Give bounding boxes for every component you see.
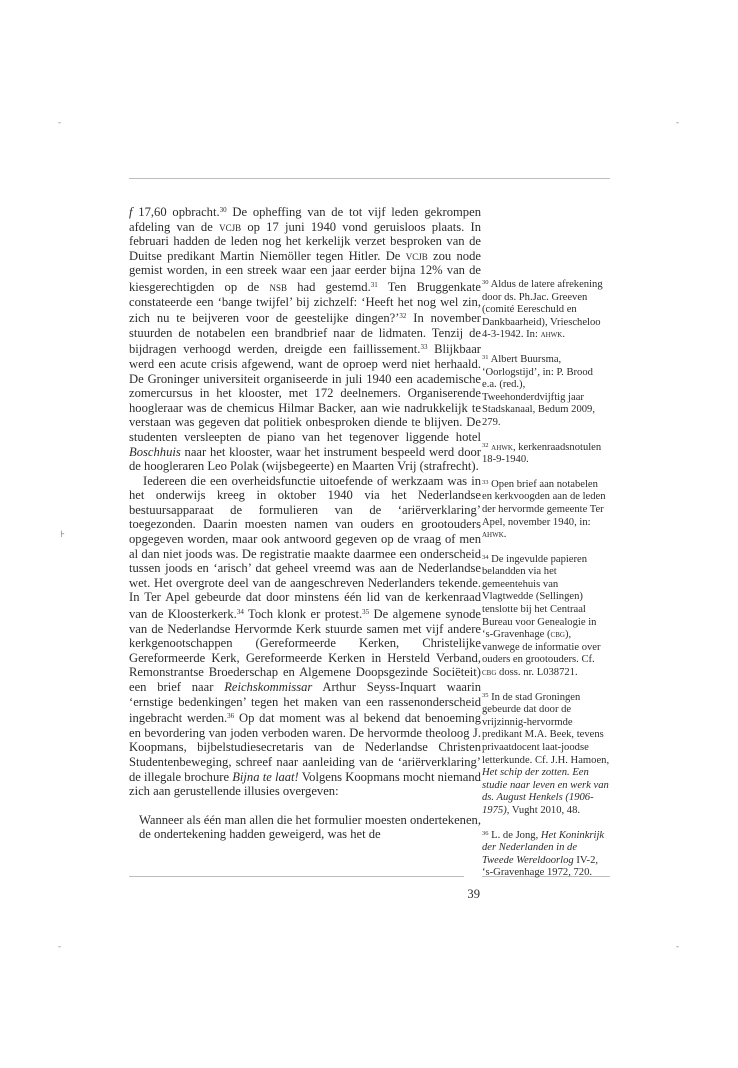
abbrev-vcjb: vcjb — [405, 248, 428, 263]
footnote-31: $^{31}$ Albert Buursma, ‘Oorlogstijd’, in: P. Brood e.a. (red.), Tweehonderdvijftig jaar Stadskanaal, Bedum 2009, 279. — [482, 353, 595, 428]
footnote-ref-33: 33 — [420, 343, 428, 352]
crop-mark-top-right: - — [676, 117, 679, 127]
header-rule — [129, 178, 610, 179]
footnote-ref-36: 36 — [227, 712, 235, 721]
main-text — [129, 203, 481, 842]
footnote-30: $^{30}$ Aldus de latere afrekening door ds. Ph.Jac. Greeven (comité Eereschuld en Dankbaarheid), Vriescheloo 4-3-1942. In: ahwk. — [482, 279, 603, 341]
footnote-ref-35: 35 — [362, 608, 370, 617]
footnotes-column — [482, 277, 610, 890]
crop-mark-bottom-right: - — [676, 941, 679, 951]
footnote-ref-32: 32 — [399, 312, 407, 321]
footnote-32: $^{32}$ ahwk, kerkenraadsnotulen 18-9-1940. — [482, 441, 602, 466]
crop-mark-middle-left: ⊦ — [60, 529, 66, 539]
footnote-33: $^{33}$ Open brief aan notabelen en kerkvoogden aan de leden der hervormde gemeente Ter Apel, november 1940, in: ahwk. — [482, 478, 606, 541]
footnote-34: $^{34}$ De ingevulde papieren belandden via het gemeentehuis van Vlagtwedde (Sellingen) tenslotte bij het Centraal Bureau voor Genealogie in ‘s-Gravenhage (cbg), vanwege de informatie over ouders en grootouders. Cf. cbg doss. nr. L038721. — [482, 553, 601, 679]
footnote-ref-30: 30 — [219, 206, 227, 214]
abbrev-nsb: nsb — [269, 279, 287, 294]
abbrev-vcjb: vcjb — [219, 219, 242, 234]
page-number: 39 — [467, 887, 480, 901]
crop-mark-bottom-left: - — [58, 941, 61, 951]
footnote-ref-31: 31 — [370, 280, 378, 289]
crop-mark-top-left: - — [58, 117, 61, 127]
footnote-35: $^{35}$ In de stad Groningen gebeurde dat door de vrijzinnig-hervormde predikant M.A. Beek, tevens privaatdocent laat-joodse letterkunde. Cf. J.H. Hamoen, Het schip der zotten. Een studie naar leven en werk van ds. August Henkels (1906-1975), Vught 2010, 48. — [482, 691, 610, 816]
footnote-36: $^{36}$ L. de Jong, Het Koninkrijk der Nederlanden in de Tweede Wereldoorlog IV-2, ‘s-Gravenhage 1972, 720. — [482, 829, 605, 879]
paragraph-1: f 17,60 opbracht.$^{30}$ De opheffing van de tot vijf leden gekrompen afdeling van de vcjb op 17 juni 1940 vond geruisloos plaats. In februari hadden de leden nog het kerkelijk verzet besproken van de Duitse predikant Martin Niemöller tegen Hitler. De vcjb zou node gemist worden, in een streek waar een jaar eerder bijna 12% van de kiesgerechtigden op de nsb had gestemd.$^{31}$ Ten Bruggenkate constateerde een ‘bange twijfel’ bij zichzelf: ‘Heeft het nog wel zin, zich nu te beijveren voor de geestelijke dingen?’$^{32}$ In november stuurden de notabelen een brandbrief naar de lidmaten. Tenzij de bijdragen verhoogd werden, dreigde een faillissement.$^{33}$ Blijkbaar werd een acute crisis afgewend, want de oproep werd niet herhaald. De Groninger universiteit organiseerde in juli 1940 een academische zomercursus in het klooster, met 172 deelnemers. Organiserende hoogleraar was de chemicus Hilmar Backer, aan wie nadrukkelijk te verstaan was gegeven dat politiek onbesproken diende te blijven. De studenten versleepten de piano van het tegenover liggende hotel Boschhuis naar het klooster, waar het instrument bespeeld werd door de hoogleraren Leo Polak (wijsbegeerte) en Maarten Vrij (strafrecht). — [129, 205, 481, 474]
block-quote: Wanneer als één man allen die het formulier moesten ondertekenen, de ondertekening hadden geweigerd, was het de — [139, 812, 481, 842]
paragraph-2: Iedereen die een overheidsfunctie uitoefende of werkzaam was in het onderwijs kreeg in oktober 1940 via het Nederlandse bestuursapparaat de formulieren van de ‘ariërverklaring’ toegezonden. Daarin moesten namen van ouders en grootouders opgegeven worden, maar ook antwoord gegeven op de vraag of men al dan niet joods was. De registratie maakte daarmee een onderscheid tussen joods en ‘arisch’ dat geheel vreemd was aan de Nederlandse wet. Het overgrote deel van de aangeschreven Nederlanders tekende. In Ter Apel gebeurde dat door minstens één lid van de kerkenraad van de Kloosterkerk.$^{34}$ Toch klonk er protest.$^{35}$ De algemene synode van de Nederlandse Hervormde Kerk stuurde samen met vijf andere kerkgenootschappen (Gereformeerde Kerken, Christelijke Gereformeerde Kerk, Gereformeerde Kerken in Hersteld Verband, Remonstrantse Broederschap en Algemene Doopsgezinde Sociëteit) een brief naar Reichskommissar Arthur Seyss-Inquart waarin ‘ernstige bedenkingen’ tegen het maken van een rassenonderscheid ingebracht werden.$^{36}$ Op dat moment was al bekend dat benoeming en bevordering van joden verboden waren. De hervormde theoloog J. Koopmans, bijbelstudiesecretaris van de Nederlandse Christen Studentenbeweging, schreef naar aanleiding van de ‘ariërverklaring’ de illegale brochure Bijna te laat! Volgens Koopmans mocht niemand zich aan gerustellende illusies overgeven: — [129, 473, 482, 799]
footer-rule-main — [129, 876, 464, 877]
footnote-ref-34: 34 — [236, 608, 244, 617]
